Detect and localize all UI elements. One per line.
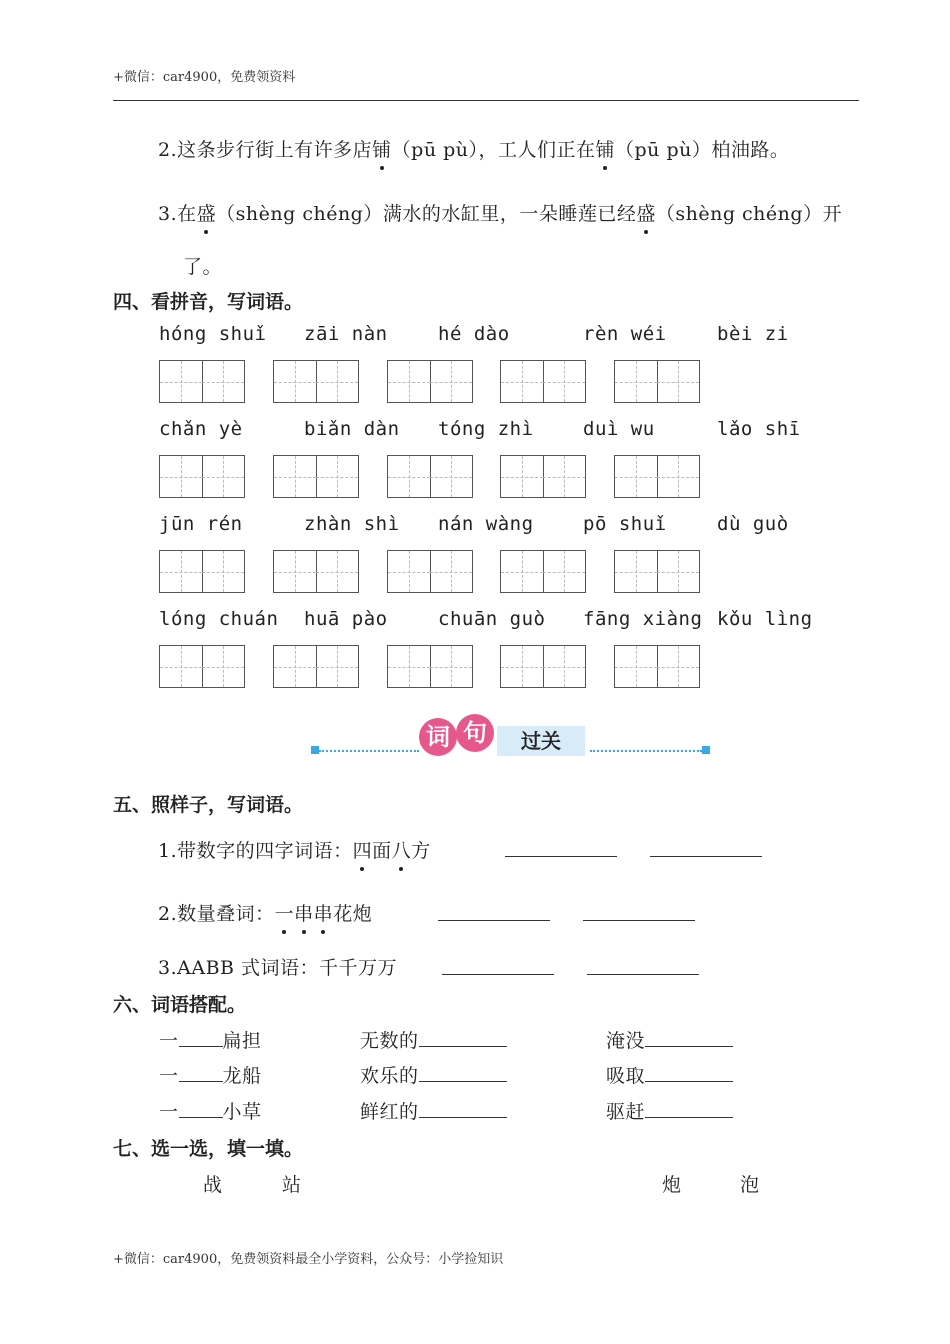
header-watermark: +微信：car4900，免费领资料 <box>113 70 296 85</box>
pinyin-label: lóng chuán <box>159 608 279 630</box>
tianzige-writing-box[interactable] <box>159 455 245 498</box>
tianzige-writing-box[interactable] <box>500 360 586 403</box>
answer-blank[interactable] <box>179 1063 223 1082</box>
pinyin-label: huā pào <box>304 608 388 630</box>
question-item-2: 2.这条步行街上有许多店铺（pū pù），工人们正在铺（pū pù）柏油路。 <box>158 135 789 162</box>
tianzige-writing-box[interactable] <box>387 550 473 593</box>
pinyin-label: biǎn dàn <box>304 418 400 440</box>
pinyin-label: kǒu lìng <box>717 608 813 630</box>
answer-blank[interactable] <box>179 1099 223 1118</box>
tianzige-writing-box[interactable] <box>273 645 359 688</box>
banner-right-line <box>590 750 702 752</box>
tianzige-writing-box[interactable] <box>273 455 359 498</box>
answer-blank[interactable] <box>645 1099 733 1118</box>
pinyin-label: rèn wéi <box>583 323 667 345</box>
tianzige-writing-box[interactable] <box>614 645 700 688</box>
tianzige-writing-box[interactable] <box>387 360 473 403</box>
banner-right-square <box>702 746 710 754</box>
tianzige-writing-box[interactable] <box>500 645 586 688</box>
banner-left-square <box>311 746 319 754</box>
answer-blank[interactable] <box>650 838 762 857</box>
answer-blank[interactable] <box>442 956 554 975</box>
pinyin-label: tóng zhì <box>438 418 534 440</box>
tianzige-writing-box[interactable] <box>500 550 586 593</box>
section-5-item-3: 3.AABB 式词语：千千万万 <box>158 957 398 979</box>
section-4-title: 四、看拼音，写词语。 <box>113 291 304 313</box>
pinyin-label: lǎo shī <box>717 418 801 440</box>
choice-left-2: 站 <box>282 1174 302 1196</box>
match-verb: 驱赶 <box>606 1097 733 1124</box>
pinyin-label: bèi zi <box>717 323 789 345</box>
pinyin-label: zāi nàn <box>304 323 388 345</box>
pinyin-label: hé dào <box>438 323 510 345</box>
tianzige-writing-box[interactable] <box>159 645 245 688</box>
pinyin-label: nán wàng <box>438 513 534 535</box>
section-5-title: 五、照样子，写词语。 <box>113 794 304 816</box>
banner-badge-ci: 词 <box>419 718 457 756</box>
header-rule <box>113 100 859 101</box>
answer-blank[interactable] <box>583 902 695 921</box>
answer-blank[interactable] <box>438 902 550 921</box>
tianzige-writing-box[interactable] <box>614 550 700 593</box>
answer-blank[interactable] <box>645 1063 733 1082</box>
tianzige-writing-box[interactable] <box>614 360 700 403</box>
pinyin-label: pō shuǐ <box>583 513 667 535</box>
match-measure-word: 一 龙船 <box>159 1065 262 1087</box>
match-measure-word: 一 扁担 <box>159 1030 262 1052</box>
answer-blank[interactable] <box>505 838 617 857</box>
pinyin-label: chuān guò <box>438 608 546 630</box>
answer-blank[interactable] <box>179 1028 223 1047</box>
pinyin-label: zhàn shì <box>304 513 400 535</box>
match-adjective: 鲜红的 <box>360 1097 507 1124</box>
match-verb: 淹没 <box>606 1026 733 1053</box>
section-7-title: 七、选一选，填一填。 <box>113 1138 304 1160</box>
tianzige-writing-box[interactable] <box>387 455 473 498</box>
tianzige-writing-box[interactable] <box>273 550 359 593</box>
banner-left-line <box>319 750 419 752</box>
question-item-3-continued: 了。 <box>183 256 223 278</box>
match-adjective: 欢乐的 <box>360 1061 507 1088</box>
pinyin-label: fāng xiàng <box>583 608 703 630</box>
choice-right-1: 炮 <box>662 1174 682 1196</box>
answer-blank[interactable] <box>587 956 699 975</box>
pinyin-label: duì wu <box>583 418 655 440</box>
section-6-title: 六、词语搭配。 <box>113 994 247 1016</box>
answer-blank[interactable] <box>419 1099 507 1118</box>
tianzige-writing-box[interactable] <box>614 455 700 498</box>
pinyin-label: hóng shuǐ <box>159 323 267 345</box>
match-adjective: 无数的 <box>360 1026 507 1053</box>
answer-blank[interactable] <box>419 1028 507 1047</box>
tianzige-writing-box[interactable] <box>273 360 359 403</box>
choice-left-1: 战 <box>203 1174 223 1196</box>
pinyin-label: chǎn yè <box>159 418 243 440</box>
pinyin-label: dù guò <box>717 513 789 535</box>
match-measure-word: 一 小草 <box>159 1101 262 1123</box>
section-5-item-2: 2.数量叠词：一串串花炮 <box>158 899 372 926</box>
match-verb: 吸取 <box>606 1061 733 1088</box>
banner-badge-ju: 句 <box>456 714 494 752</box>
tianzige-writing-box[interactable] <box>387 645 473 688</box>
question-item-3: 3.在盛（shèng chéng）满水的水缸里，一朵睡莲已经盛（shèng chéng）开 <box>158 199 842 226</box>
section-5-item-1: 1.带数字的四字词语：四面八方 <box>158 836 431 863</box>
pinyin-label: jūn rén <box>159 513 243 535</box>
tianzige-writing-box[interactable] <box>159 550 245 593</box>
choice-right-2: 泡 <box>740 1174 760 1196</box>
footer-watermark: +微信：car4900，免费领资料最全小学资料，公众号：小学捡知识 <box>113 1252 504 1267</box>
answer-blank[interactable] <box>419 1063 507 1082</box>
banner-label: 过关 <box>497 726 585 756</box>
answer-blank[interactable] <box>645 1028 733 1047</box>
tianzige-writing-box[interactable] <box>159 360 245 403</box>
tianzige-writing-box[interactable] <box>500 455 586 498</box>
